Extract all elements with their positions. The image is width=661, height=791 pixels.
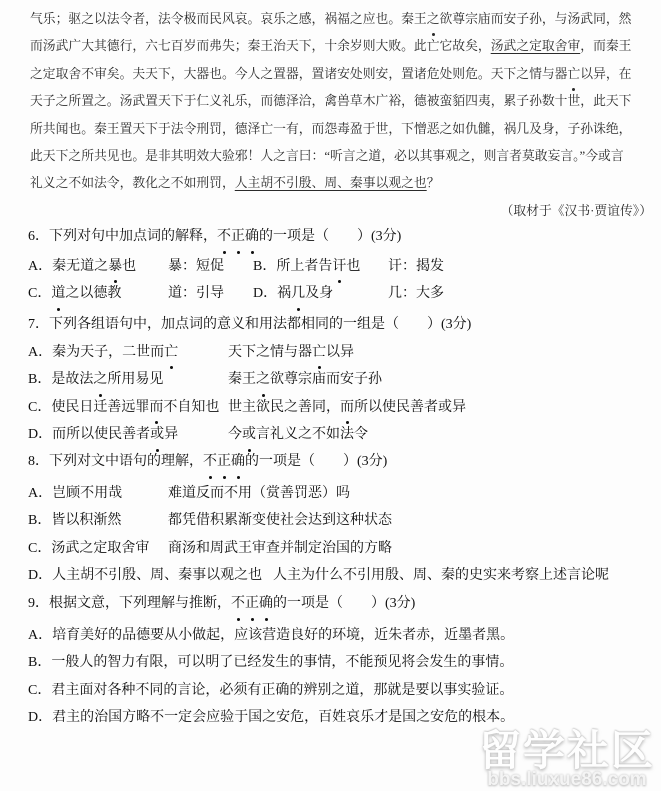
text-segment: 几：大多 [388, 286, 444, 301]
option-cell [253, 253, 388, 281]
question-6-stem [28, 223, 653, 251]
option-cell [388, 280, 653, 308]
option-cell [28, 562, 273, 590]
watermark-title: 留学社区 [478, 726, 655, 774]
text-segment: A．培育美好的品德要从小做起，应该营造良好的环境，近朱者赤，近墨者黑。 [28, 627, 515, 643]
text-segment: 之以德教 [65, 286, 122, 301]
text-segment: ，而秦王 [580, 39, 632, 54]
text-segment: 不自知也 [163, 399, 220, 415]
text-segment: A．岂顾不用哉 [28, 485, 123, 501]
text-segment: 天子之所置之。汤武置天下于仁义礼乐，而德泽洽，禽兽草木广裕，德被蛮貊四夷，累子孙数十世，此天下 [30, 94, 632, 109]
option-cell [28, 649, 653, 677]
option-cell [28, 339, 228, 367]
emphasized-char: 之 [93, 366, 107, 394]
classical-passage [30, 6, 636, 198]
text-segment: 商汤和周武王审查并制定治国的方略 [168, 540, 392, 556]
option-cell [28, 366, 228, 394]
question-6-options [28, 253, 653, 308]
text-segment: D．而所以使民善者 [28, 427, 151, 442]
underlined-phrase: 人主胡不引殷、周、秦事以观之也 [234, 176, 427, 191]
text-segment: 也 [122, 258, 137, 274]
option-cell [253, 280, 388, 308]
option-cell [28, 253, 168, 281]
text-segment: ？ [426, 176, 440, 191]
option-cell [388, 253, 653, 281]
emphasized-char: 之 [256, 366, 270, 394]
option-row [28, 366, 653, 394]
passage-line [30, 116, 636, 143]
emphasized-char: 几 [291, 280, 305, 308]
text-segment: D．君主的治国方略不一定会应验于国之安危，百姓哀乐才是国之安危的根本。 [28, 710, 515, 725]
emphasized-char: 之 [427, 6, 440, 33]
option-cell [168, 253, 253, 281]
text-segment: 所共闻也。秦王置天下于法令刑罚，德泽亡一有，而怨毒盈于世，下憎恶之如仇雠，祸几及身，子孙诛绝， [30, 121, 632, 136]
question-9 [28, 590, 653, 732]
option-cell [273, 562, 653, 590]
underlined-phrase: 汤武之定取舍审 [490, 39, 581, 54]
text-segment: 讦：揭发 [388, 258, 444, 274]
option-cell [228, 394, 653, 422]
emphasized-char: 亡 [312, 339, 326, 367]
option-row [28, 507, 653, 535]
text-segment: C．汤武之定取舍审 [28, 540, 150, 556]
watermark [478, 726, 655, 791]
question-9-stem [28, 590, 653, 618]
text-segment: 秦王 [228, 372, 256, 387]
text-segment: 道：引导 [168, 286, 224, 301]
text-segment: D．祸 [253, 286, 292, 301]
text-segment: 的一项是（ ）(3分) [273, 596, 416, 611]
text-segment: 之定取舍不审矣。夫天下，大器也。今人之置器，置诸安处则安，置诸危处则危。天下之情与器 [30, 66, 568, 81]
option-row [28, 339, 653, 367]
emphasized-char: 不 [231, 590, 245, 618]
emphasized-char: 亡 [164, 339, 178, 367]
option-cell [28, 480, 168, 508]
text-segment: D．人主胡不引殷、周、秦事以观之也 [28, 568, 263, 583]
emphasized-char: 确 [231, 448, 245, 476]
text-segment: A．秦为天子，二世而 [28, 344, 165, 360]
passage-line [30, 61, 636, 88]
emphasized-char: 或 [242, 421, 256, 449]
option-cell [168, 535, 653, 563]
text-segment: 今 [228, 427, 242, 442]
emphasized-char: 或 [150, 421, 164, 449]
text-segment: 世主欲民之善同， [228, 399, 340, 415]
option-row [28, 394, 653, 422]
text-segment: C． [28, 286, 52, 301]
question-8 [28, 448, 653, 590]
emphasized-char: 不 [203, 448, 217, 476]
text-segment: 的一项是（ ）(3分) [245, 454, 388, 469]
text-segment: 7．下列各组语句中，加点词的意义和用法都相同的一组是（ ）(3分) [28, 317, 472, 332]
emphasized-char: 讦 [332, 253, 346, 281]
option-row [28, 535, 653, 563]
emphasized-char: 确 [259, 590, 273, 618]
option-row [28, 280, 653, 308]
option-row [28, 480, 653, 508]
option-cell [228, 339, 653, 367]
text-segment: 礼义之不如法令，教化之不如刑罚， [30, 176, 235, 191]
text-segment: 6．下列对句中加点词的解释， [28, 229, 217, 244]
option-cell [28, 507, 168, 535]
question-7-stem [28, 311, 653, 339]
passage-line [30, 88, 636, 115]
question-6 [28, 223, 653, 308]
question-8-stem [28, 448, 653, 476]
emphasized-char: 正 [217, 448, 231, 476]
question-9-options [28, 622, 653, 732]
text-segment: 暴：短促 [168, 258, 224, 274]
text-segment: 人主为什么不引用殷、周、秦的史实来考察上述言论呢 [273, 568, 609, 583]
passage-line [30, 170, 636, 197]
text-segment: 以异，在 [580, 66, 632, 81]
text-segment: 难道反而不用（赏善罚恶）吗 [168, 485, 350, 501]
text-segment: 以异 [326, 344, 354, 360]
text-segment: B．所上者告 [253, 258, 333, 274]
emphasized-char: 而 [340, 394, 354, 422]
emphasized-char: 正 [245, 590, 259, 618]
option-cell [28, 622, 653, 650]
text-segment: B．是故法 [28, 372, 94, 387]
text-segment: 此天下之所共见也。是非其明效大验邪！人之言曰：“听言之道，必以其事观之，则言者莫敢妄言。”今或言 [30, 148, 624, 163]
text-segment: 异 [164, 427, 179, 442]
emphasized-char: 道 [51, 280, 65, 308]
option-cell [168, 507, 653, 535]
option-cell [28, 421, 228, 449]
text-segment: 及身 [305, 286, 334, 301]
text-segment: 9．根据文意，下列理解与推断， [28, 596, 231, 611]
question-7 [28, 311, 653, 449]
text-segment: 欲尊宗庙而安子孙，与汤武同，然 [439, 12, 632, 26]
text-segment: 欲尊宗庙而安子孙 [270, 372, 382, 387]
question-8-options [28, 480, 653, 590]
text-segment: B．皆以积渐然 [28, 513, 122, 528]
text-segment: 8．下列对文中语句的理解， [28, 454, 203, 469]
text-segment: A．秦无道之 [28, 258, 109, 274]
emphasized-char: 正 [231, 223, 245, 251]
text-segment: C．使民日迁善远罪 [28, 399, 150, 415]
option-cell [28, 280, 168, 308]
emphasized-char: 亡 [567, 61, 580, 88]
emphasized-char: 而 [149, 394, 163, 422]
passage-line [30, 33, 636, 60]
passage-line [30, 6, 636, 33]
text-segment: 也 [346, 258, 361, 274]
option-row [28, 677, 653, 705]
option-row [28, 622, 653, 650]
option-cell [28, 394, 228, 422]
text-segment: 气乐；驱之以法令者，法令极而民风哀。哀乐之感，祸福之应也。秦王 [30, 12, 427, 26]
question-7-options [28, 339, 653, 449]
option-cell [168, 280, 253, 308]
emphasized-char: 不 [217, 223, 231, 251]
option-row [28, 253, 653, 281]
text-segment: 天下之情与器 [228, 344, 312, 360]
text-segment: 所用易见 [107, 372, 164, 387]
text-segment: 的一项是（ ）(3分) [259, 229, 402, 244]
option-cell [168, 480, 653, 508]
option-cell [228, 366, 653, 394]
text-segment: 都凭借积累渐变使社会达到这种状态 [168, 513, 392, 528]
watermark-url: bbs.liuxue86.com [487, 769, 647, 790]
emphasized-char: 确 [245, 223, 259, 251]
source-attribution: （取材于《汉书·贾谊传》） [500, 204, 652, 218]
option-cell [228, 421, 653, 449]
passage-line [30, 143, 636, 170]
option-cell [28, 677, 653, 705]
text-segment: 所以使民善者或异 [354, 399, 466, 415]
option-row [28, 649, 653, 677]
option-row [28, 562, 653, 590]
option-row [28, 421, 653, 449]
text-segment: 而汤武广大其德行，六七百岁而弗失；秦王治天下，十余岁则大败。此亡它故矣， [30, 39, 491, 54]
text-segment: C．君主面对各种不同的言论，必须有正确的辨别之道，那就是要以事实验证。 [28, 682, 514, 698]
emphasized-char: 暴 [108, 253, 122, 281]
option-cell [28, 535, 168, 563]
text-segment: B．一般人的智力有限，可以明了已经发生的事情，不能预见将会发生的事情。 [28, 655, 514, 670]
text-segment: 言礼义之不如法令 [256, 427, 368, 442]
